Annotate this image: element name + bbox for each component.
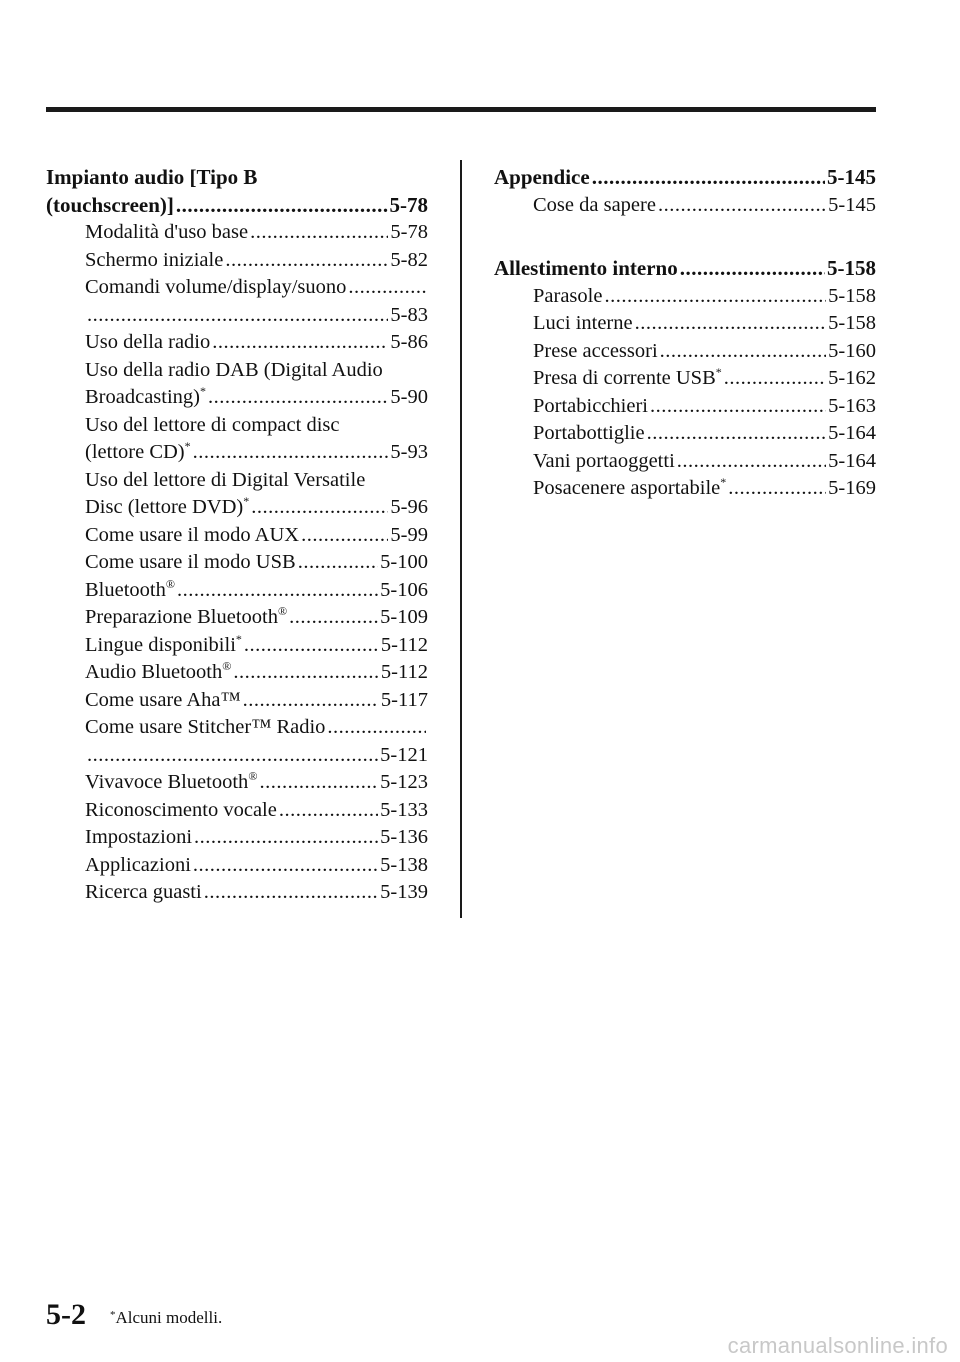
toc-entry-title [46, 164, 257, 192]
toc-entry-text: Luci interne [533, 312, 633, 334]
toc-entry[interactable] [46, 412, 428, 440]
registered-mark: ® [165, 576, 175, 591]
column-divider [460, 160, 462, 918]
toc-entry-title [85, 852, 191, 880]
toc-entry-title [85, 522, 299, 550]
toc-entry-text: (lettore CD) [85, 441, 185, 463]
toc-page-ref: 5-136 [380, 826, 428, 848]
toc-entry-title [85, 384, 206, 412]
toc-heading[interactable] [46, 192, 428, 220]
toc-entry[interactable] [46, 494, 428, 522]
dot-leader [279, 797, 378, 825]
toc-entry-text: Parasole [533, 284, 603, 307]
toc-entry[interactable] [46, 769, 428, 797]
footnote-text: Alcuni modelli. [115, 1308, 223, 1327]
toc-page-ref: 5-78 [389, 192, 428, 217]
toc-entry-title [85, 687, 241, 715]
asterisk-mark: * [184, 439, 191, 453]
dot-leader [251, 494, 388, 522]
toc-entry-text: Uso della radio DAB (Digital Audio [85, 358, 383, 381]
toc-entry[interactable] [46, 852, 428, 880]
toc-entry[interactable] [494, 420, 876, 448]
dot-leader [243, 687, 379, 715]
toc-page-ref: 5-100 [380, 551, 428, 573]
toc-page-ref: 5-169 [828, 477, 876, 499]
watermark: carmanualsonline.info [727, 1333, 948, 1358]
toc-entry[interactable] [46, 219, 428, 247]
toc-entry[interactable] [46, 357, 428, 385]
toc-entry-title [494, 255, 678, 283]
dot-leader [233, 659, 379, 687]
toc-entry-text: Allestimento interno [494, 256, 678, 280]
toc-entry[interactable] [494, 365, 876, 393]
dot-leader [212, 329, 388, 357]
toc-entry[interactable] [46, 824, 428, 852]
toc-page-ref: 5-162 [828, 367, 876, 389]
toc-heading[interactable] [494, 164, 876, 192]
toc-entry-text: Cose da sapere [533, 193, 656, 216]
toc-entry[interactable] [46, 632, 428, 660]
toc-entry[interactable] [46, 577, 428, 605]
dot-leader [728, 475, 826, 503]
toc-heading[interactable] [46, 164, 428, 192]
dot-leader [176, 192, 388, 220]
toc-entry-text: Vani portaoggetti [533, 449, 675, 472]
toc-entry-text: Lingue disponibili [85, 633, 236, 656]
dot-leader [592, 164, 825, 192]
dot-leader [327, 714, 426, 742]
toc-entry-title [85, 797, 277, 825]
toc-entry-text: Prese accessori [533, 339, 658, 362]
toc-left-column [46, 164, 428, 907]
toc-entry[interactable] [46, 797, 428, 825]
toc-entry-title [85, 577, 175, 605]
dot-leader [604, 283, 826, 311]
toc-page-ref: 5-164 [828, 422, 876, 444]
dot-leader [348, 274, 426, 302]
toc-entry[interactable] [46, 549, 428, 577]
toc-right-column [494, 164, 876, 503]
dot-leader [244, 632, 379, 660]
dot-leader [87, 742, 378, 770]
toc-page-ref: 5-160 [828, 339, 876, 362]
toc-page-ref: 5-112 [380, 633, 428, 656]
asterisk-mark: * [715, 365, 722, 379]
toc-entry-text: Come usare Stitcher™ Radio [85, 716, 326, 738]
toc-entry-text: Uso del lettore di compact disc [85, 413, 340, 436]
toc-entry-title [85, 439, 191, 467]
toc-entry[interactable] [46, 329, 428, 357]
toc-entry[interactable] [46, 522, 428, 550]
toc-entry-text: Preparazione Bluetooth [85, 606, 278, 628]
dot-leader [301, 522, 388, 550]
toc-page-ref: 5-78 [390, 221, 428, 243]
toc-entry[interactable] [494, 310, 876, 338]
toc-entry-title [85, 357, 383, 385]
toc-entry-text: Come usare Aha™ [85, 688, 241, 711]
toc-entry[interactable] [494, 192, 876, 220]
toc-entry-text: Schermo iniziale [85, 248, 224, 271]
toc-page-ref: 5-133 [380, 798, 428, 821]
toc-entry-text: Portabottiglie [533, 422, 645, 444]
toc-entry-title [85, 494, 249, 522]
toc-page-ref: 5-139 [380, 881, 428, 903]
toc-entry-title [533, 338, 658, 366]
toc-entry-title [533, 393, 648, 421]
toc-page-ref: 5-163 [828, 394, 876, 417]
dot-leader [724, 365, 826, 393]
toc-entry-text: Bluetooth [85, 578, 166, 601]
toc-entry[interactable] [46, 604, 428, 632]
toc-entry[interactable] [46, 687, 428, 715]
dot-leader [193, 439, 389, 467]
toc-page-ref: 5-93 [390, 441, 428, 463]
toc-page-ref: 5-106 [380, 578, 428, 601]
toc-entry-title [85, 467, 365, 495]
toc-page-ref: 5-83 [390, 303, 428, 326]
dot-leader [647, 420, 827, 448]
toc-entry-text: Modalità d'uso base [85, 221, 249, 243]
toc-page-ref: 5-138 [380, 853, 428, 876]
toc-entry-title [533, 420, 645, 448]
toc-page-ref: 5-109 [380, 606, 428, 628]
toc-page-ref: 5-158 [827, 256, 876, 280]
dot-leader [225, 247, 388, 275]
toc-entry[interactable] [46, 274, 428, 302]
toc-entry-text: Come usare il modo AUX [85, 523, 300, 546]
asterisk-mark: * [235, 631, 242, 646]
toc-entry-text: Impianto audio [Tipo B [46, 165, 258, 189]
toc-entry-text: Appendice [494, 165, 590, 189]
toc-entry-text: Posacenere asportabile [533, 477, 721, 499]
dot-leader [193, 852, 378, 880]
toc-entry-title [85, 879, 202, 907]
toc-entry-title [494, 164, 590, 192]
toc-entry-text: Audio Bluetooth [85, 661, 223, 683]
toc-page-ref: 5-96 [390, 496, 428, 518]
toc-entry-text: Uso della radio [85, 331, 211, 353]
dot-leader [208, 384, 388, 412]
toc-entry-text: Portabicchieri [533, 394, 648, 417]
dot-leader [194, 824, 378, 852]
asterisk-mark: * [720, 475, 727, 489]
toc-entry-text: Disc (lettore DVD) [85, 496, 244, 518]
toc-heading[interactable] [494, 255, 876, 283]
toc-entry-title [85, 659, 231, 687]
toc-entry-title [533, 365, 722, 393]
toc-entry-title [85, 247, 223, 275]
toc-entry[interactable] [46, 879, 428, 907]
toc-entry[interactable] [46, 659, 428, 687]
top-rule [46, 107, 876, 112]
toc-entry-text: Comandi volume/display/suono [85, 276, 347, 298]
toc-entry-title [85, 219, 248, 247]
toc-entry-title [85, 412, 339, 440]
toc-entry[interactable] [494, 393, 876, 421]
toc-entry[interactable] [494, 283, 876, 311]
toc-page-ref: 5-99 [390, 523, 428, 546]
page-number: 5-2 [46, 1298, 86, 1331]
dot-leader [680, 255, 825, 283]
toc-entry-text: Riconoscimento vocale [85, 798, 277, 821]
toc-entry-text: (touchscreen)] [46, 192, 174, 217]
toc-entry-title [85, 329, 210, 357]
toc-entry[interactable] [46, 439, 428, 467]
dot-leader [660, 338, 827, 366]
toc-page-ref: 5-145 [828, 193, 876, 216]
dot-leader [635, 310, 827, 338]
toc-entry[interactable] [494, 448, 876, 476]
toc-entry-text: Impostazioni [85, 826, 193, 848]
toc-page-ref: 5-145 [827, 165, 876, 189]
toc-entry-text: Come usare il modo USB [85, 551, 296, 573]
toc-entry-title [85, 769, 257, 797]
dot-leader [650, 393, 826, 421]
toc-page-ref: 5-86 [390, 331, 428, 353]
toc-page-ref: 5-158 [828, 284, 876, 307]
asterisk-mark: * [243, 494, 250, 508]
dot-leader [298, 549, 378, 577]
toc-entry[interactable] [46, 467, 428, 495]
toc-entry-title [533, 475, 726, 503]
toc-page-ref: 5-123 [380, 771, 428, 793]
toc-page-ref: 5-121 [380, 743, 428, 766]
toc-entry-title [533, 310, 633, 338]
toc-entry-title [85, 274, 346, 302]
toc-entry-title [533, 192, 656, 220]
toc-entry-title [533, 283, 602, 311]
dot-leader [677, 448, 826, 476]
toc-entry-title [85, 549, 296, 577]
footnote [110, 1308, 222, 1328]
toc-entry[interactable] [46, 714, 428, 742]
dot-leader [289, 604, 378, 632]
toc-entry-text: Broadcasting) [85, 386, 200, 408]
section-gap [494, 219, 876, 255]
toc-page-ref: 5-112 [380, 661, 428, 683]
toc-entry[interactable] [46, 302, 428, 330]
toc-entry-text: Applicazioni [85, 853, 191, 876]
toc-entry-title [85, 604, 287, 632]
toc-entry[interactable] [46, 384, 428, 412]
registered-mark: ® [248, 769, 258, 783]
toc-entry-title [85, 714, 325, 742]
toc-entry[interactable] [46, 247, 428, 275]
toc-page-ref: 5-117 [380, 688, 428, 711]
toc-entry-title [533, 448, 675, 476]
dot-leader [87, 302, 388, 330]
toc-page-ref: 5-164 [828, 449, 876, 472]
toc-page-ref: 5-82 [390, 248, 428, 271]
dot-leader [250, 219, 388, 247]
dot-leader [259, 769, 378, 797]
toc-page-ref: 5-158 [828, 312, 876, 334]
registered-mark: ® [222, 659, 232, 673]
toc-entry-title [85, 632, 242, 660]
dot-leader [204, 879, 378, 907]
toc-entry-text: Presa di corrente USB [533, 367, 716, 389]
dot-leader [658, 192, 826, 220]
toc-entry-title [46, 192, 174, 220]
toc-page-ref: 5-90 [390, 386, 428, 408]
toc-entry-text: Ricerca guasti [85, 881, 202, 903]
toc-entry-text: Vivavoce Bluetooth [85, 771, 249, 793]
toc-entry[interactable] [46, 742, 428, 770]
toc-entry-title [85, 824, 192, 852]
footnote-mark: * [110, 1309, 116, 1321]
dot-leader [177, 577, 378, 605]
toc-entry-text: Uso del lettore di Digital Versatile [85, 468, 366, 491]
toc-entry[interactable] [494, 338, 876, 366]
registered-mark: ® [277, 604, 288, 618]
toc-entry[interactable] [494, 475, 876, 503]
asterisk-mark: * [200, 384, 206, 398]
